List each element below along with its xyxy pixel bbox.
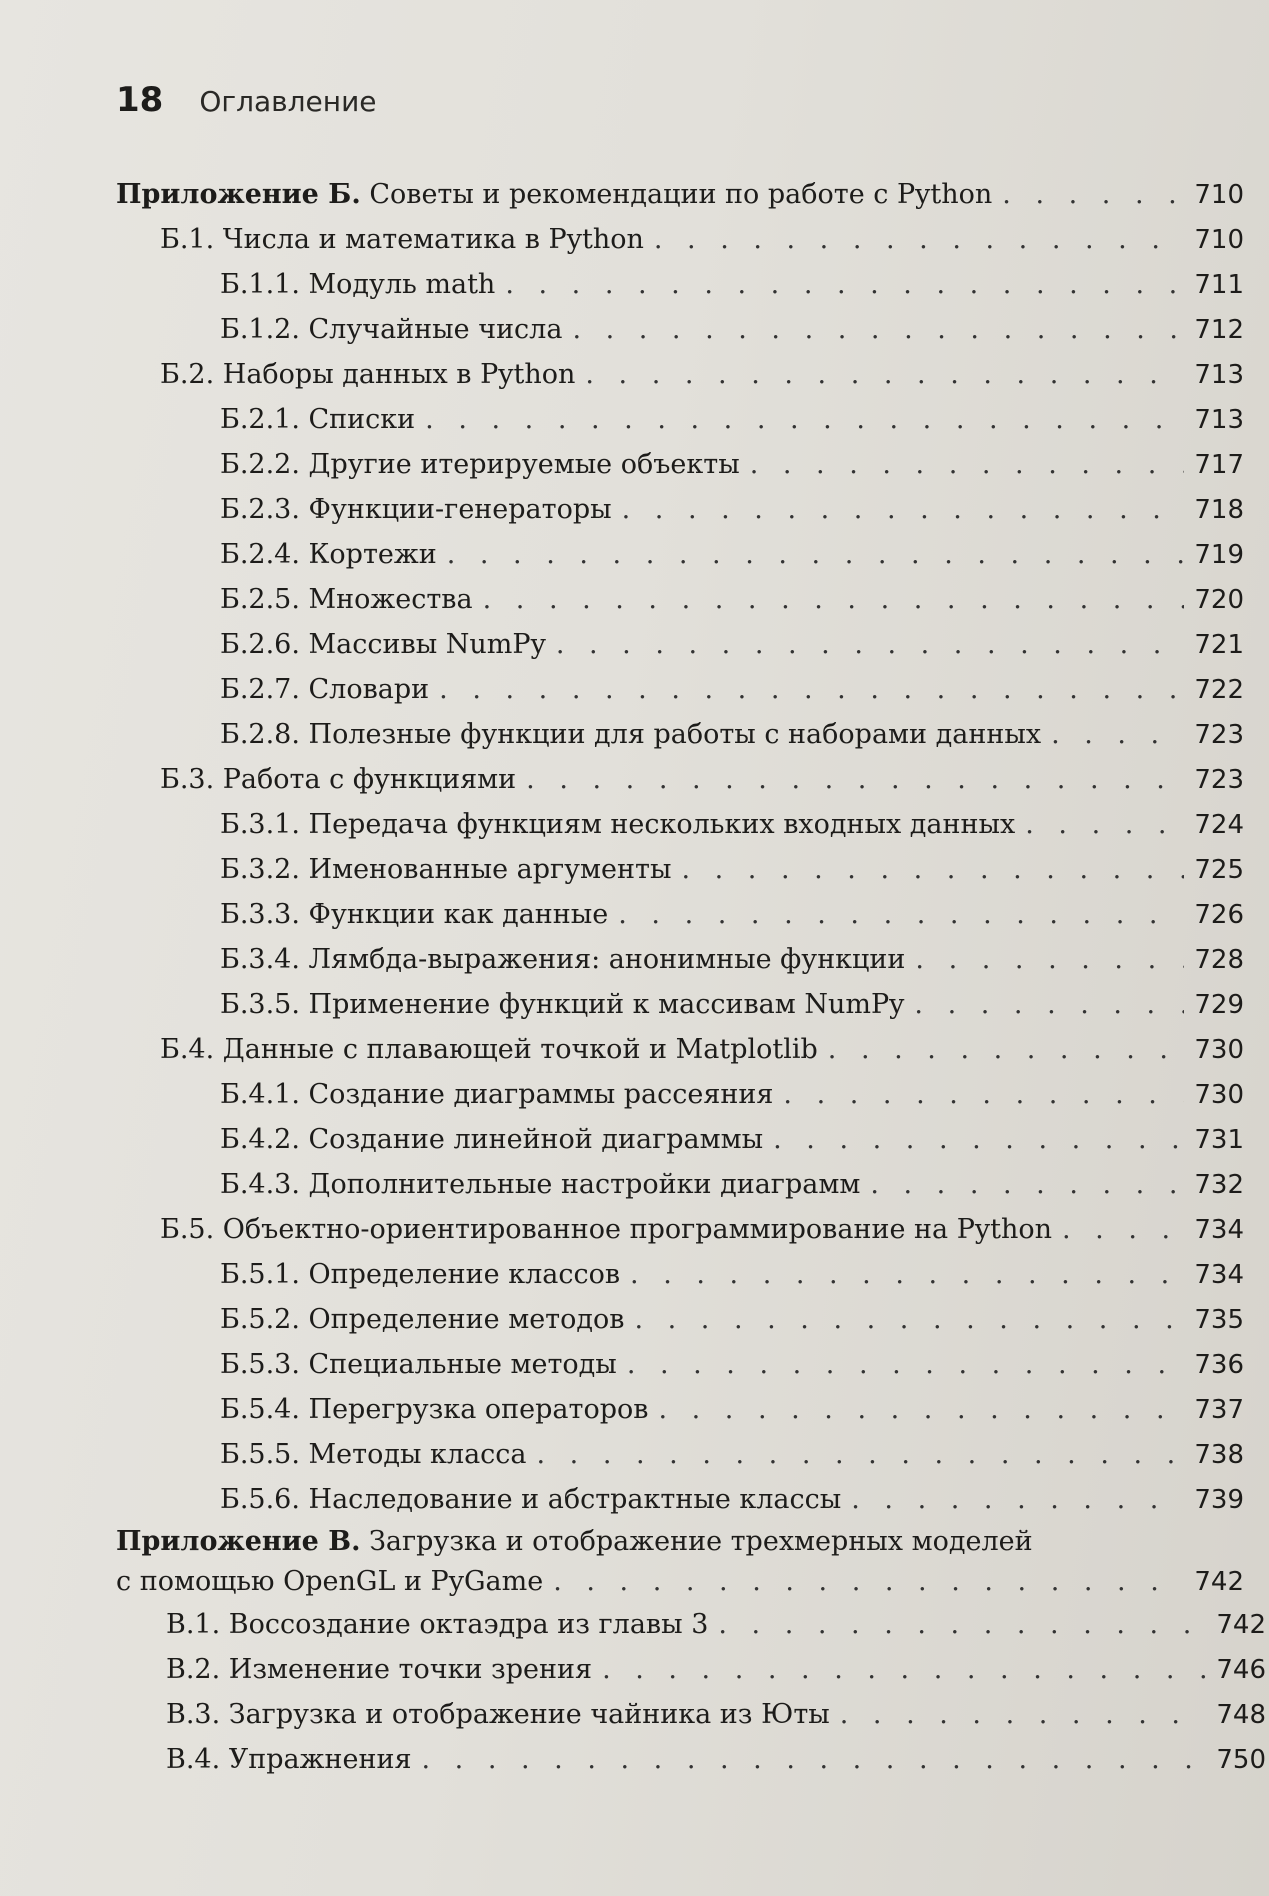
dot-leader bbox=[1025, 802, 1184, 847]
subsection-page: 738 bbox=[1194, 1440, 1244, 1470]
dot-leader bbox=[439, 667, 1184, 712]
subsection-title: Б.2.4. Кортежи bbox=[220, 539, 437, 570]
dot-leader bbox=[602, 1647, 1206, 1692]
toc-subsection bbox=[116, 532, 1244, 577]
subsection-title: Б.4.1. Создание диаграммы рассеяния bbox=[220, 1079, 774, 1110]
toc-subsection bbox=[116, 847, 1244, 892]
dot-leader bbox=[526, 757, 1184, 802]
subsection-page: 728 bbox=[1194, 945, 1244, 975]
subsection-title: Б.2.8. Полезные функции для работы с наборами данных bbox=[220, 719, 1042, 750]
dot-leader bbox=[505, 262, 1184, 307]
toc-section bbox=[116, 352, 1244, 397]
dot-leader bbox=[783, 1072, 1184, 1117]
subsection-page: 717 bbox=[1194, 450, 1244, 480]
subsection-page: 734 bbox=[1194, 1260, 1244, 1290]
toc-section bbox=[116, 1602, 1266, 1647]
subsection-page: 735 bbox=[1194, 1305, 1244, 1335]
subsection-title: Б.5.1. Определение классов bbox=[220, 1259, 621, 1290]
dot-leader bbox=[828, 1027, 1185, 1072]
dot-leader bbox=[425, 397, 1184, 442]
subsection-page: 732 bbox=[1194, 1170, 1244, 1200]
toc-subsection bbox=[116, 577, 1244, 622]
toc-section bbox=[116, 1647, 1266, 1692]
section-page: 746 bbox=[1216, 1655, 1266, 1685]
toc-subsection bbox=[116, 667, 1244, 712]
subsection-page: 723 bbox=[1194, 720, 1244, 750]
dot-leader bbox=[654, 217, 1185, 262]
dot-leader bbox=[537, 1432, 1185, 1477]
header-title: Оглавление bbox=[199, 85, 377, 118]
section-title: Б.3. Работа с функциями bbox=[160, 764, 517, 795]
toc-subsection bbox=[116, 892, 1244, 937]
appendix-c-title-line2: с помощью OpenGL и PyGame bbox=[116, 1566, 544, 1597]
subsection-page: 719 bbox=[1194, 540, 1244, 570]
subsection-title: Б.2.7. Словари bbox=[220, 674, 430, 705]
dot-leader bbox=[658, 1387, 1184, 1432]
section-page: 748 bbox=[1216, 1700, 1266, 1730]
dot-leader bbox=[627, 1342, 1185, 1387]
section-title: В.3. Загрузка и отображение чайника из Юты bbox=[166, 1699, 830, 1730]
section-title: Б.2. Наборы данных в Python bbox=[160, 359, 576, 390]
toc-subsection bbox=[116, 1162, 1244, 1207]
section-page: 710 bbox=[1194, 225, 1244, 255]
section-title: Б.5. Объектно-ориентированное программирование на Python bbox=[160, 1214, 1053, 1245]
subsection-page: 729 bbox=[1194, 990, 1244, 1020]
section-page: 734 bbox=[1194, 1215, 1244, 1245]
toc-subsection bbox=[116, 982, 1244, 1027]
section-title: Б.4. Данные с плавающей точкой и Matplotlib bbox=[160, 1034, 818, 1065]
subsection-title: Б.3.4. Лямбда-выражения: анонимные функции bbox=[220, 944, 906, 975]
section-title: Б.1. Числа и математика в Python bbox=[160, 224, 644, 255]
toc-section bbox=[116, 1692, 1266, 1737]
toc-subsection bbox=[116, 802, 1244, 847]
dot-leader bbox=[1062, 1207, 1184, 1252]
toc-subsection bbox=[116, 1117, 1244, 1162]
subsection-title: Б.3.5. Применение функций к массивам NumPy bbox=[220, 989, 905, 1020]
appendix-b-label: Приложение Б. bbox=[116, 179, 361, 210]
toc-appendix-c bbox=[116, 1522, 1244, 1602]
toc-subsection bbox=[116, 397, 1244, 442]
toc-subsection bbox=[116, 1297, 1244, 1342]
section-page: 750 bbox=[1216, 1745, 1266, 1775]
subsection-page: 726 bbox=[1194, 900, 1244, 930]
toc-subsection bbox=[116, 1342, 1244, 1387]
dot-leader bbox=[773, 1117, 1184, 1162]
dot-leader bbox=[447, 532, 1185, 577]
section-page: 723 bbox=[1194, 765, 1244, 795]
section-title: В.4. Упражнения bbox=[166, 1744, 412, 1775]
page-number: 18 bbox=[116, 80, 164, 120]
dot-leader bbox=[1051, 712, 1184, 757]
appendix-c-label: Приложение В. bbox=[116, 1526, 361, 1557]
dot-leader bbox=[840, 1692, 1207, 1737]
subsection-page: 721 bbox=[1194, 630, 1244, 660]
toc-section bbox=[116, 217, 1244, 262]
toc-section bbox=[116, 1737, 1266, 1782]
toc-subsection bbox=[116, 1072, 1244, 1117]
dot-leader bbox=[422, 1737, 1207, 1782]
subsection-title: Б.1.1. Модуль math bbox=[220, 269, 496, 300]
toc-subsection bbox=[116, 307, 1244, 352]
appendix-b-title: Советы и рекомендации по работе с Python bbox=[369, 179, 993, 210]
subsection-page: 720 bbox=[1194, 585, 1244, 615]
toc-appendix-b bbox=[116, 172, 1244, 217]
dot-leader bbox=[914, 982, 1184, 1027]
toc-subsection bbox=[116, 712, 1244, 757]
running-head bbox=[116, 80, 377, 120]
dot-leader bbox=[572, 307, 1184, 352]
subsection-title: Б.2.3. Функции-генераторы bbox=[220, 494, 612, 525]
subsection-page: 722 bbox=[1194, 675, 1244, 705]
toc-subsection bbox=[116, 1387, 1244, 1432]
subsection-title: Б.5.5. Методы класса bbox=[220, 1439, 527, 1470]
subsection-title: Б.3.1. Передача функциям нескольких входных данных bbox=[220, 809, 1016, 840]
dot-leader bbox=[1002, 172, 1184, 217]
subsection-page: 731 bbox=[1194, 1125, 1244, 1155]
dot-leader bbox=[630, 1252, 1184, 1297]
dot-leader bbox=[634, 1297, 1184, 1342]
toc-section bbox=[116, 1027, 1244, 1072]
subsection-page: 724 bbox=[1194, 810, 1244, 840]
subsection-page: 718 bbox=[1194, 495, 1244, 525]
subsection-page: 730 bbox=[1194, 1080, 1244, 1110]
subsection-title: Б.5.4. Перегрузка операторов bbox=[220, 1394, 649, 1425]
toc-subsection bbox=[116, 487, 1244, 532]
subsection-page: 725 bbox=[1194, 855, 1244, 885]
toc-section bbox=[116, 757, 1244, 802]
subsection-page: 736 bbox=[1194, 1350, 1244, 1380]
dot-leader bbox=[870, 1162, 1184, 1207]
section-page: 730 bbox=[1194, 1035, 1244, 1065]
section-page: 713 bbox=[1194, 360, 1244, 390]
subsection-title: Б.4.3. Дополнительные настройки диаграмм bbox=[220, 1169, 861, 1200]
appendix-b-page: 710 bbox=[1194, 180, 1244, 210]
dot-leader bbox=[585, 352, 1184, 397]
dot-leader bbox=[750, 442, 1185, 487]
subsection-page: 713 bbox=[1194, 405, 1244, 435]
subsection-title: Б.2.5. Множества bbox=[220, 584, 473, 615]
toc-subsection bbox=[116, 937, 1244, 982]
subsection-page: 737 bbox=[1194, 1395, 1244, 1425]
dot-leader bbox=[681, 847, 1184, 892]
subsection-title: Б.5.3. Специальные методы bbox=[220, 1349, 617, 1380]
subsection-page: 711 bbox=[1194, 270, 1244, 300]
subsection-title: Б.2.2. Другие итерируемые объекты bbox=[220, 449, 740, 480]
subsection-title: Б.2.6. Массивы NumPy bbox=[220, 629, 546, 660]
appendix-c-title-line1: Загрузка и отображение трехмерных моделей bbox=[369, 1526, 1033, 1557]
subsection-page: 739 bbox=[1194, 1485, 1244, 1515]
subsection-title: Б.5.6. Наследование и абстрактные классы bbox=[220, 1484, 842, 1515]
subsection-title: Б.1.2. Случайные числа bbox=[220, 314, 563, 345]
subsection-title: Б.2.1. Списки bbox=[220, 404, 416, 435]
dot-leader bbox=[915, 937, 1184, 982]
toc-subsection bbox=[116, 442, 1244, 487]
table-of-contents bbox=[116, 172, 1266, 1782]
subsection-title: Б.3.3. Функции как данные bbox=[220, 899, 609, 930]
toc-subsection bbox=[116, 1432, 1244, 1477]
dot-leader bbox=[618, 892, 1184, 937]
subsection-title: Б.4.2. Создание линейной диаграммы bbox=[220, 1124, 764, 1155]
section-page: 742 bbox=[1216, 1610, 1266, 1640]
dot-leader bbox=[483, 577, 1185, 622]
toc-subsection bbox=[116, 1477, 1244, 1522]
toc-subsection bbox=[116, 1252, 1244, 1297]
dot-leader bbox=[556, 622, 1185, 667]
toc-subsection bbox=[116, 262, 1244, 307]
subsection-page: 712 bbox=[1194, 315, 1244, 345]
dot-leader bbox=[622, 487, 1185, 532]
section-title: В.2. Изменение точки зрения bbox=[166, 1654, 593, 1685]
dot-leader bbox=[851, 1477, 1184, 1522]
toc-section bbox=[116, 1207, 1244, 1252]
dot-leader bbox=[718, 1602, 1206, 1647]
toc-subsection bbox=[116, 622, 1244, 667]
subsection-title: Б.3.2. Именованные аргументы bbox=[220, 854, 672, 885]
appendix-c-page: 742 bbox=[1194, 1567, 1244, 1597]
subsection-title: Б.5.2. Определение методов bbox=[220, 1304, 625, 1335]
section-title: В.1. Воссоздание октаэдра из главы 3 bbox=[166, 1609, 709, 1640]
dot-leader bbox=[553, 1562, 1184, 1602]
